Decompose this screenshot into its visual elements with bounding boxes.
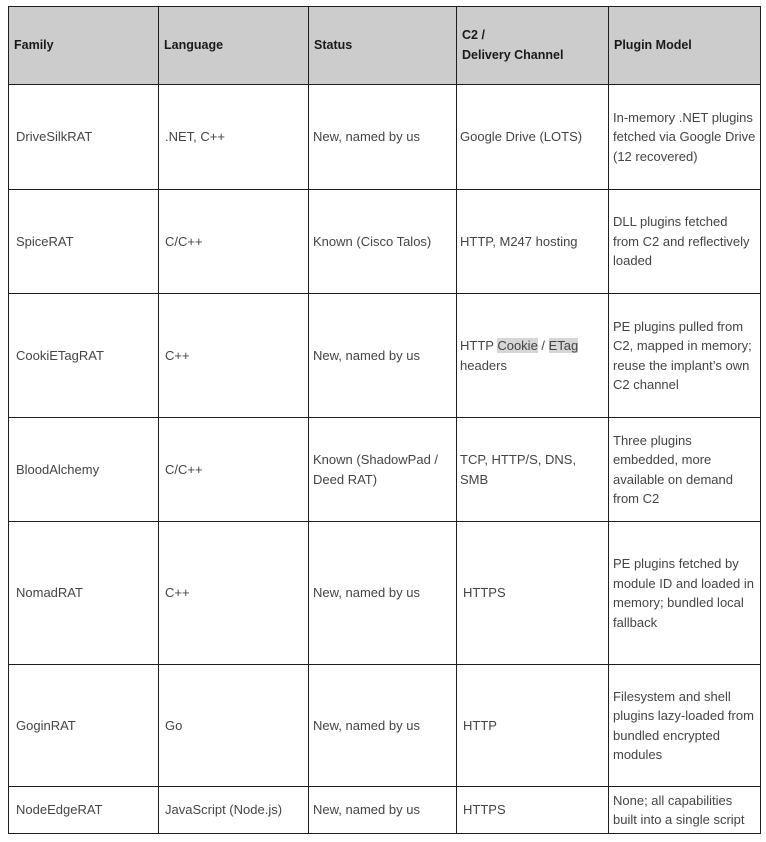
table-row — [9, 190, 761, 294]
cell-family: CookiETagRAT — [9, 294, 159, 418]
cell-family: SpiceRAT — [9, 190, 159, 294]
cell-status: Known (Cisco Talos) — [309, 190, 457, 294]
cell-status: New, named by us — [309, 787, 457, 834]
cell-c2 — [457, 294, 609, 418]
header-c2-line2: Delivery Channel — [462, 47, 564, 62]
cell-c2: HTTPS — [457, 787, 609, 834]
cell-plugin-model: In-memory .NET plugins fetched via Google Drive (12 recovered) — [609, 85, 761, 190]
cell-language: C++ — [159, 294, 309, 418]
table-row — [9, 85, 761, 190]
table-header-row — [9, 7, 761, 85]
header-c2-line1: C2 / — [462, 28, 485, 42]
cell-plugin-model: Three plugins embedded, more available on demand from C2 — [609, 418, 761, 522]
c2-separator: / — [537, 338, 549, 353]
cell-plugin-model: Filesystem and shell plugins lazy-loaded from bundled encrypted modules — [609, 665, 761, 787]
cell-status: New, named by us — [309, 522, 457, 665]
cell-plugin-model: DLL plugins fetched from C2 and reflectively loaded — [609, 190, 761, 294]
cell-family: GoginRAT — [9, 665, 159, 787]
table-row — [9, 665, 761, 787]
cell-plugin-model: PE plugins fetched by module ID and loaded in memory; bundled local fallback — [609, 522, 761, 665]
cell-language: JavaScript (Node.js) — [159, 787, 309, 834]
cell-c2: HTTP — [457, 665, 609, 787]
table-row — [9, 522, 761, 665]
highlight-cookie: Cookie — [497, 338, 538, 353]
cell-language: C++ — [159, 522, 309, 665]
table-row — [9, 418, 761, 522]
cell-status: Known (ShadowPad / Deed RAT) — [309, 418, 457, 522]
header-c2-delivery — [457, 7, 609, 85]
cell-family: BloodAlchemy — [9, 418, 159, 522]
cell-language: C/C++ — [159, 190, 309, 294]
cell-status: New, named by us — [309, 665, 457, 787]
cell-c2: TCP, HTTP/S, DNS, SMB — [457, 418, 609, 522]
cell-family: NomadRAT — [9, 522, 159, 665]
table-row — [9, 787, 761, 834]
cell-plugin-model: PE plugins pulled from C2, mapped in memory; reuse the implant’s own C2 channel — [609, 294, 761, 418]
malware-families-table — [8, 6, 761, 834]
table-row — [9, 294, 761, 418]
c2-prefix: HTTP — [460, 338, 498, 353]
cell-language: .NET, C++ — [159, 85, 309, 190]
header-family: Family — [9, 7, 159, 85]
cell-status: New, named by us — [309, 294, 457, 418]
c2-suffix: headers — [460, 357, 507, 373]
header-plugin-model: Plugin Model — [609, 7, 761, 85]
cell-language: Go — [159, 665, 309, 787]
cell-family: NodeEdgeRAT — [9, 787, 159, 834]
cell-c2: HTTP, M247 hosting — [457, 190, 609, 294]
cell-status: New, named by us — [309, 85, 457, 190]
cell-family: DriveSilkRAT — [9, 85, 159, 190]
cell-c2: Google Drive (LOTS) — [457, 85, 609, 190]
header-language: Language — [159, 7, 309, 85]
cell-plugin-model: None; all capabilities built into a single script — [609, 787, 761, 834]
header-status: Status — [309, 7, 457, 85]
cell-c2: HTTPS — [457, 522, 609, 665]
cell-language: C/C++ — [159, 418, 309, 522]
highlight-etag: ETag — [548, 338, 579, 353]
